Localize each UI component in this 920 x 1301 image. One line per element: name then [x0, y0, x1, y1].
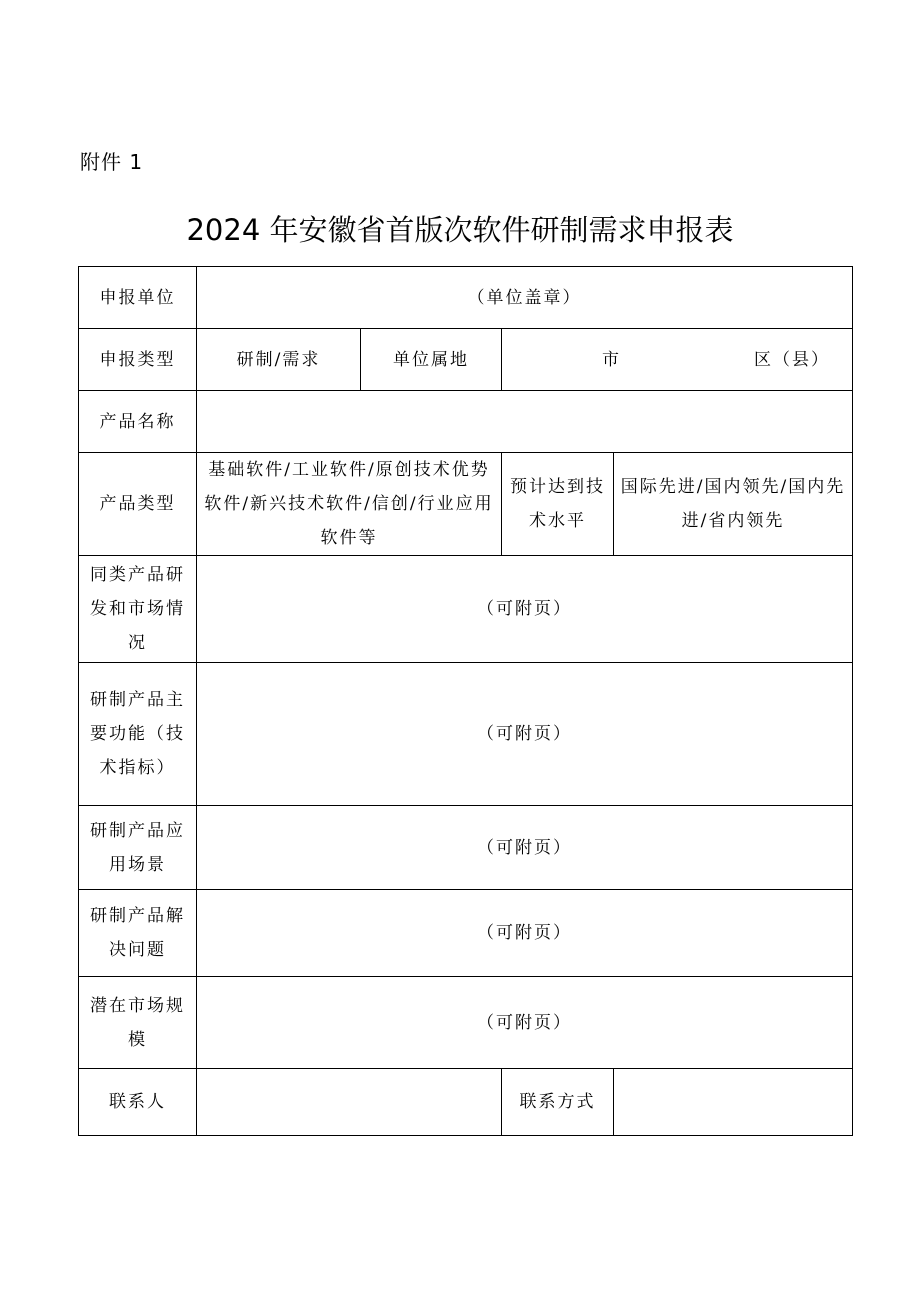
attachment-label: 附件 1: [80, 150, 144, 174]
label-unit-location: 单位属地: [361, 329, 502, 391]
label-market-scale: 潜在市场规模: [79, 977, 197, 1069]
application-form-table: [78, 266, 853, 1136]
label-expected-level: 预计达到技术水平: [502, 453, 614, 556]
row-product-name: [79, 391, 853, 453]
label-product-type: 产品类型: [79, 453, 197, 556]
field-market-scale[interactable]: （可附页）: [197, 977, 853, 1069]
row-application-type: [79, 329, 853, 391]
form-title: 2024 年安徽省首版次软件研制需求申报表: [186, 213, 734, 247]
field-unit-location[interactable]: [502, 329, 853, 391]
field-product-name[interactable]: [197, 391, 853, 453]
field-main-functions[interactable]: （可附页）: [197, 663, 853, 806]
label-similar-products: 同类产品研发和市场情况: [79, 556, 197, 663]
label-application-type: 申报类型: [79, 329, 197, 391]
label-contact-person: 联系人: [79, 1069, 197, 1136]
label-application-scenarios: 研制产品应用场景: [79, 806, 197, 890]
row-application-scenarios: [79, 806, 853, 890]
field-expected-level[interactable]: 国际先进/国内领先/国内先进/省内领先: [614, 453, 853, 556]
label-applicant-unit: 申报单位: [79, 267, 197, 329]
field-product-type[interactable]: 基础软件/工业软件/原创技术优势软件/新兴技术软件/信创/行业应用软件等: [197, 453, 502, 556]
label-product-name: 产品名称: [79, 391, 197, 453]
row-problems-solved: [79, 890, 853, 977]
row-applicant-unit: [79, 267, 853, 329]
row-main-functions: [79, 663, 853, 806]
row-contact: [79, 1069, 853, 1136]
row-product-type: [79, 453, 853, 556]
field-problems-solved[interactable]: （可附页）: [197, 890, 853, 977]
row-similar-products: [79, 556, 853, 663]
field-contact-person[interactable]: [197, 1069, 502, 1136]
field-application-scenarios[interactable]: （可附页）: [197, 806, 853, 890]
field-contact-method[interactable]: [614, 1069, 853, 1136]
row-market-scale: [79, 977, 853, 1069]
field-similar-products[interactable]: （可附页）: [197, 556, 853, 663]
label-contact-method: 联系方式: [502, 1069, 614, 1136]
field-applicant-unit[interactable]: （单位盖章）: [197, 267, 853, 329]
location-district: 区（县）: [754, 350, 830, 370]
field-application-type[interactable]: 研制/需求: [197, 329, 361, 391]
location-city: 市: [602, 350, 621, 370]
label-problems-solved: 研制产品解决问题: [79, 890, 197, 977]
label-main-functions: 研制产品主要功能（技术指标）: [79, 663, 197, 806]
